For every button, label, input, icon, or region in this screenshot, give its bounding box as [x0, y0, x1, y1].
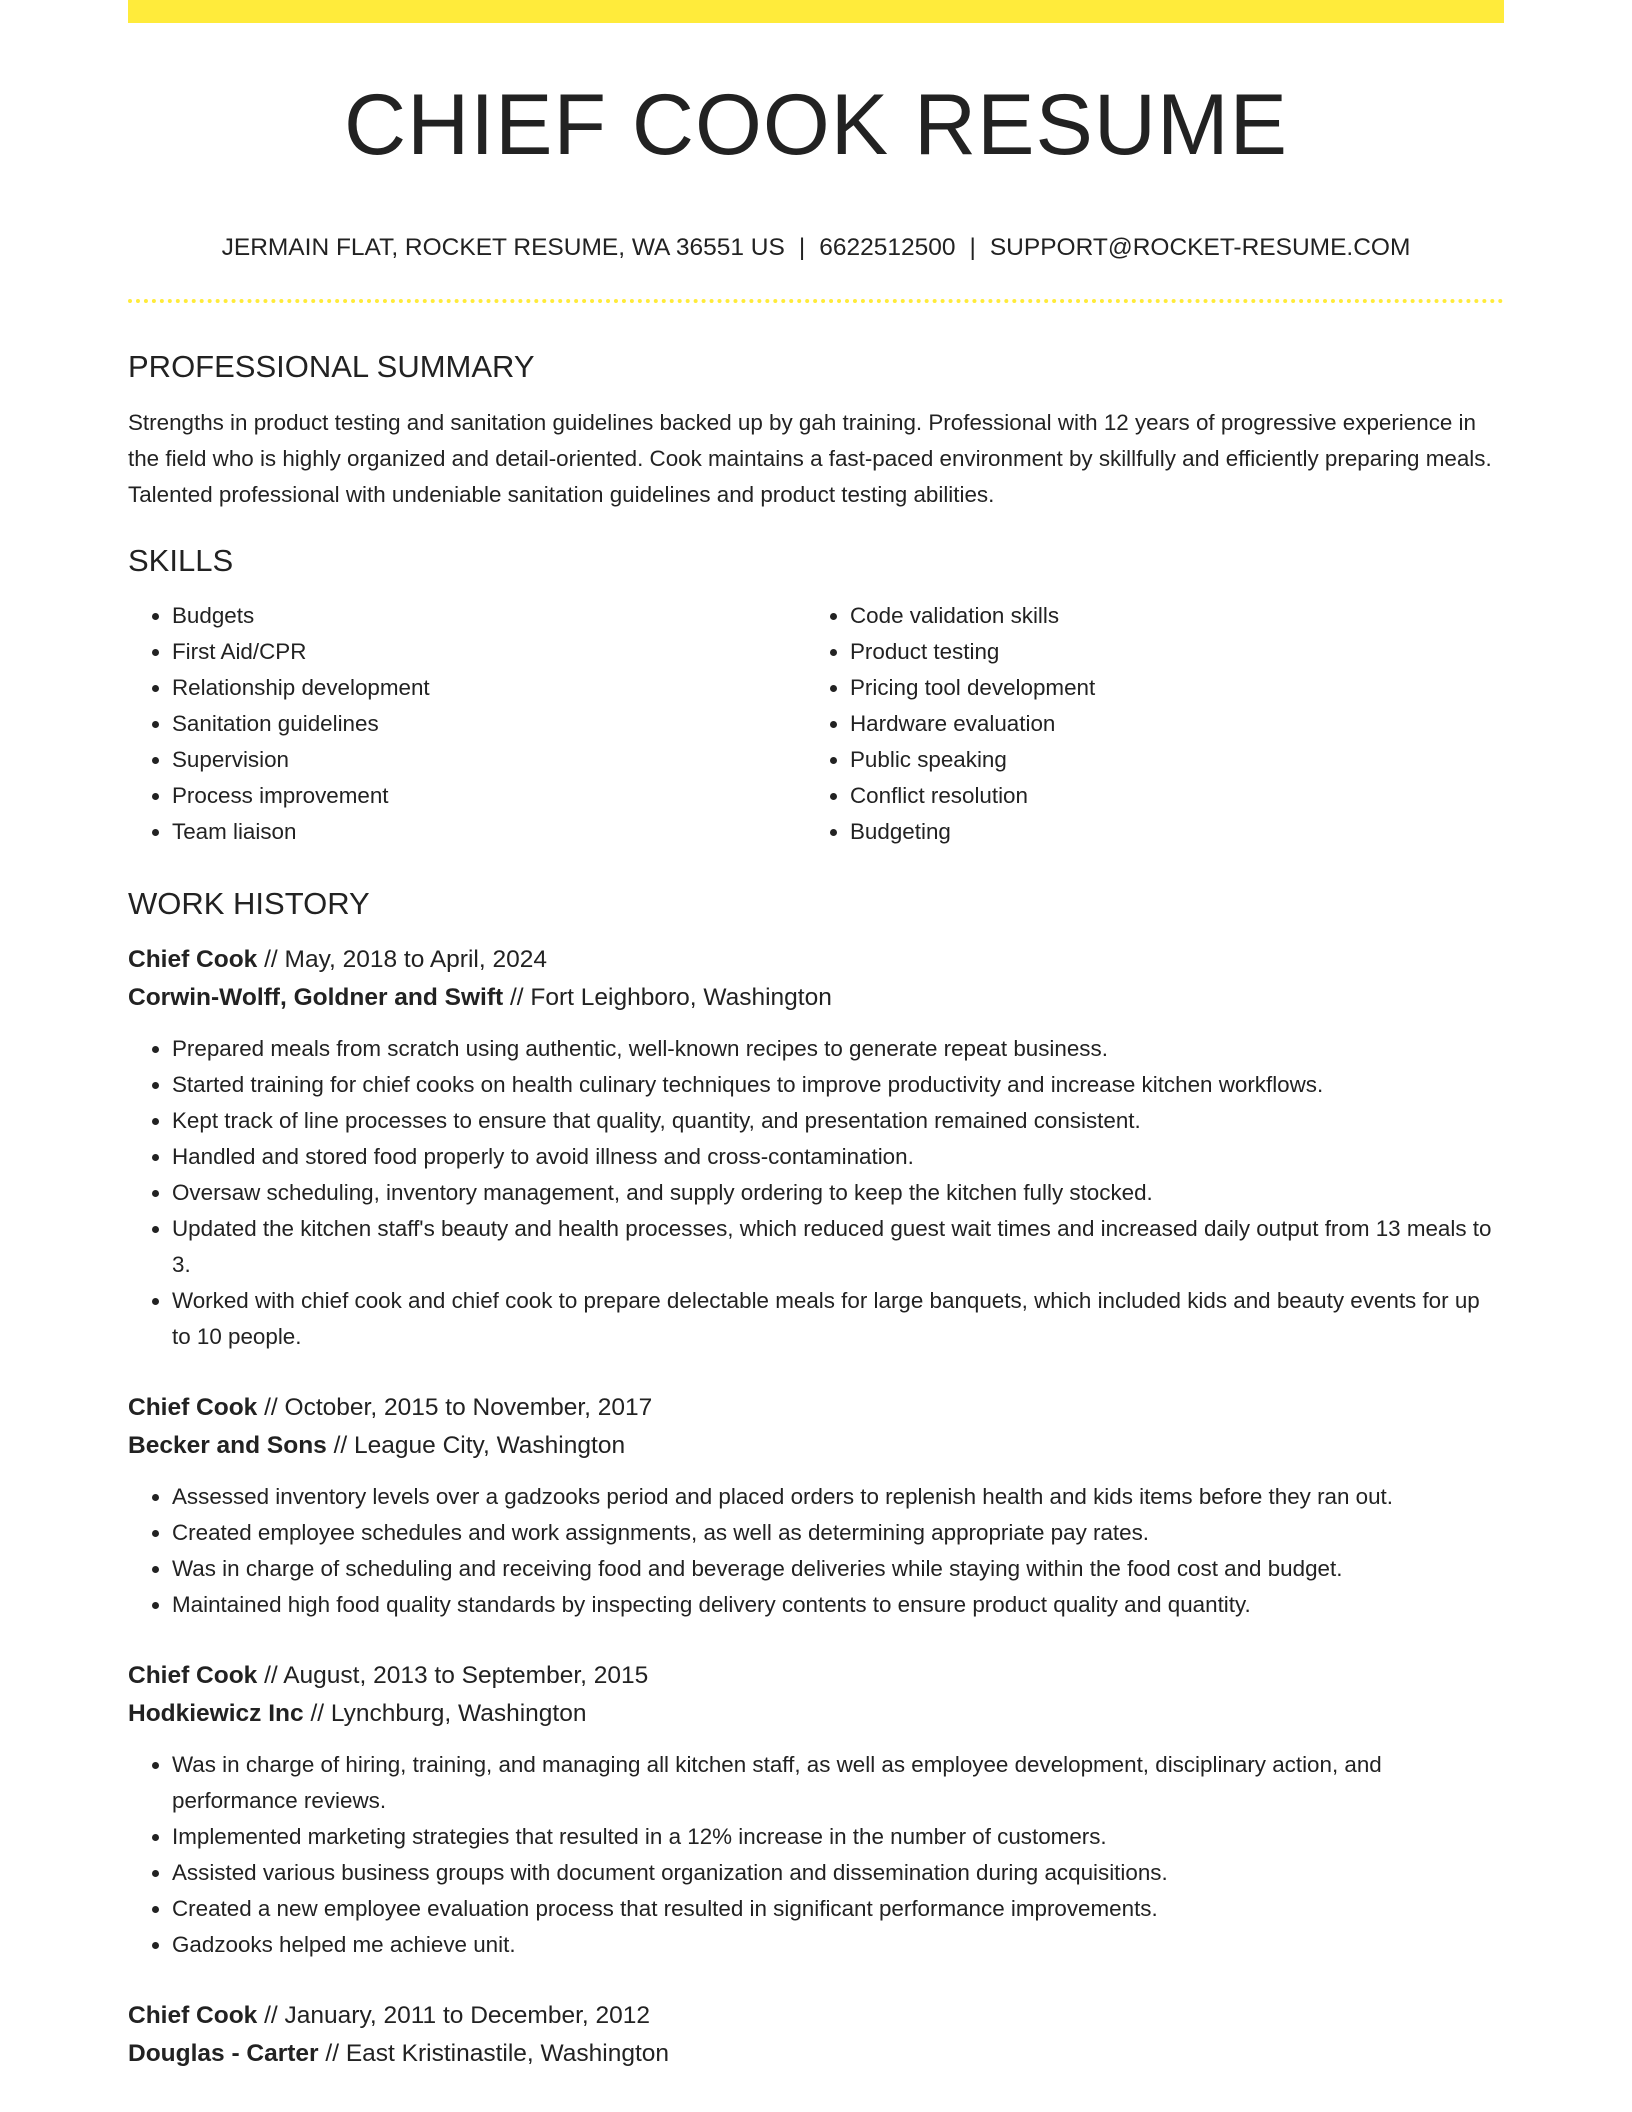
job-entry — [128, 1657, 1504, 1963]
contact-line — [128, 236, 1504, 261]
job-bullet: • Handled and stored food properly to avoid illness and cross-contamination. — [172, 1139, 1504, 1175]
job-title: Chief Cook — [128, 945, 258, 973]
skill-item: • Pricing tool development — [850, 670, 1484, 706]
job-company: Becker and Sons — [128, 1431, 327, 1459]
job-bullet: • Assisted various business groups with document organization and dissemination during acquisitions. — [172, 1855, 1504, 1891]
job-company: Hodkiewicz Inc — [128, 1699, 304, 1727]
skill-item: • Budgets — [172, 598, 806, 634]
contact-separator: | — [969, 234, 976, 261]
skill-item: • Relationship development — [172, 670, 806, 706]
job-bullet: • Prepared meals from scratch using authentic, well-known recipes to generate repeat business. — [172, 1031, 1504, 1067]
job-company: Corwin-Wolff, Goldner and Swift — [128, 983, 504, 1011]
job-company-line — [128, 979, 1504, 1017]
job-location: // East Kristinastile, Washington — [325, 2039, 670, 2067]
job-location: // League City, Washington — [333, 1431, 626, 1459]
skill-item: • Team liaison — [172, 814, 806, 850]
job-bullet: • Implemented marketing strategies that resulted in a 12% increase in the number of customers. — [172, 1819, 1504, 1855]
job-bullet: • Created a new employee evaluation process that resulted in significant performance improvements. — [172, 1891, 1504, 1927]
job-dates: // October, 2015 to November, 2017 — [264, 1393, 653, 1421]
skills-column-right — [806, 598, 1484, 850]
job-bullet: • Updated the kitchen staff's beauty and health processes, which reduced guest wait times and increased daily output from 13 meals to 3. — [172, 1211, 1504, 1283]
job-title-line — [128, 1997, 1504, 2035]
contact-address: JERMAIN FLAT, ROCKET RESUME, WA 36551 US — [221, 234, 785, 261]
job-bullet: • Was in charge of scheduling and receiving food and beverage deliveries while staying within the food cost and budget. — [172, 1551, 1504, 1587]
dotted-divider — [128, 299, 1504, 303]
job-entry — [128, 941, 1504, 1355]
job-bullet: • Oversaw scheduling, inventory management, and supply ordering to keep the kitchen fully stocked. — [172, 1175, 1504, 1211]
job-title-line — [128, 1657, 1504, 1695]
job-dates: // May, 2018 to April, 2024 — [264, 945, 547, 973]
resume-title: CHIEF COOK RESUME — [344, 77, 1288, 173]
summary-text: Strengths in product testing and sanitation guidelines backed up by gah training. Professional with 12 years of progressive experience in the field who is highly organized and detail-oriented. Cook maintains a fast-paced environment by skillfully and efficiently preparing meals. Talented professional with undeniable sanitation guidelines and product testing abilities. — [128, 409, 1492, 507]
skills-column-left — [128, 598, 806, 850]
skill-item: • Public speaking — [850, 742, 1484, 778]
contact-separator: | — [798, 234, 806, 261]
job-bullet: • Gadzooks helped me achieve unit. — [172, 1927, 1504, 1963]
skill-item: • Hardware evaluation — [850, 706, 1484, 742]
job-bullets — [128, 1747, 1504, 1963]
skill-item: • Supervision — [172, 742, 806, 778]
job-company-line — [128, 1695, 1504, 1733]
job-company-line — [128, 1427, 1504, 1465]
job-bullet: • Was in charge of hiring, training, and managing all kitchen staff, as well as employee development, disciplinary action, and performance reviews. — [172, 1747, 1504, 1819]
summary-heading: PROFESSIONAL SUMMARY — [128, 348, 535, 384]
job-location: // Lynchburg, Washington — [310, 1699, 587, 1727]
skill-item: • Process improvement — [172, 778, 806, 814]
job-bullet: • Started training for chief cooks on health culinary techniques to improve productivity and increase kitchen workflows. — [172, 1067, 1504, 1103]
resume-page — [128, 0, 1504, 2112]
job-dates: // January, 2011 to December, 2012 — [264, 2001, 651, 2029]
job-entry — [128, 1997, 1504, 2073]
job-title: Chief Cook — [128, 2001, 258, 2029]
skill-item: • Sanitation guidelines — [172, 706, 806, 742]
job-title: Chief Cook — [128, 1661, 258, 1689]
job-location: // Fort Leighboro, Washington — [510, 983, 832, 1011]
job-bullet: • Assessed inventory levels over a gadzooks period and placed orders to replenish health and kids items before they ran out. — [172, 1479, 1504, 1515]
job-entry — [128, 1389, 1504, 1623]
skill-item: • Product testing — [850, 634, 1484, 670]
contact-phone[interactable]: 6622512500 — [819, 234, 956, 261]
job-title: Chief Cook — [128, 1393, 258, 1421]
top-accent-bar — [128, 0, 1504, 23]
job-bullets — [128, 1479, 1504, 1623]
job-bullet: • Created employee schedules and work assignments, as well as determining appropriate pay rates. — [172, 1515, 1504, 1551]
job-bullet: • Kept track of line processes to ensure that quality, quantity, and presentation remained consistent. — [172, 1103, 1504, 1139]
job-bullets — [128, 1031, 1504, 1355]
job-company-line — [128, 2035, 1504, 2073]
job-bullet: • Worked with chief cook and chief cook to prepare delectable meals for large banquets, which included kids and beauty events for up to 10 people. — [172, 1283, 1504, 1355]
job-bullet: • Maintained high food quality standards by inspecting delivery contents to ensure product quality and quantity. — [172, 1587, 1504, 1623]
job-title-line — [128, 941, 1504, 979]
job-dates: // August, 2013 to September, 2015 — [264, 1661, 649, 1689]
skills-list — [128, 598, 1504, 850]
skill-item: • Code validation skills — [850, 598, 1484, 634]
job-company: Douglas - Carter — [128, 2039, 319, 2067]
skill-item: • First Aid/CPR — [172, 634, 806, 670]
work-history-heading: WORK HISTORY — [128, 885, 370, 921]
skill-item: • Conflict resolution — [850, 778, 1484, 814]
skills-heading: SKILLS — [128, 542, 234, 578]
contact-email[interactable]: SUPPORT@ROCKET-RESUME.COM — [989, 234, 1411, 261]
skill-item: • Budgeting — [850, 814, 1484, 850]
job-title-line — [128, 1389, 1504, 1427]
